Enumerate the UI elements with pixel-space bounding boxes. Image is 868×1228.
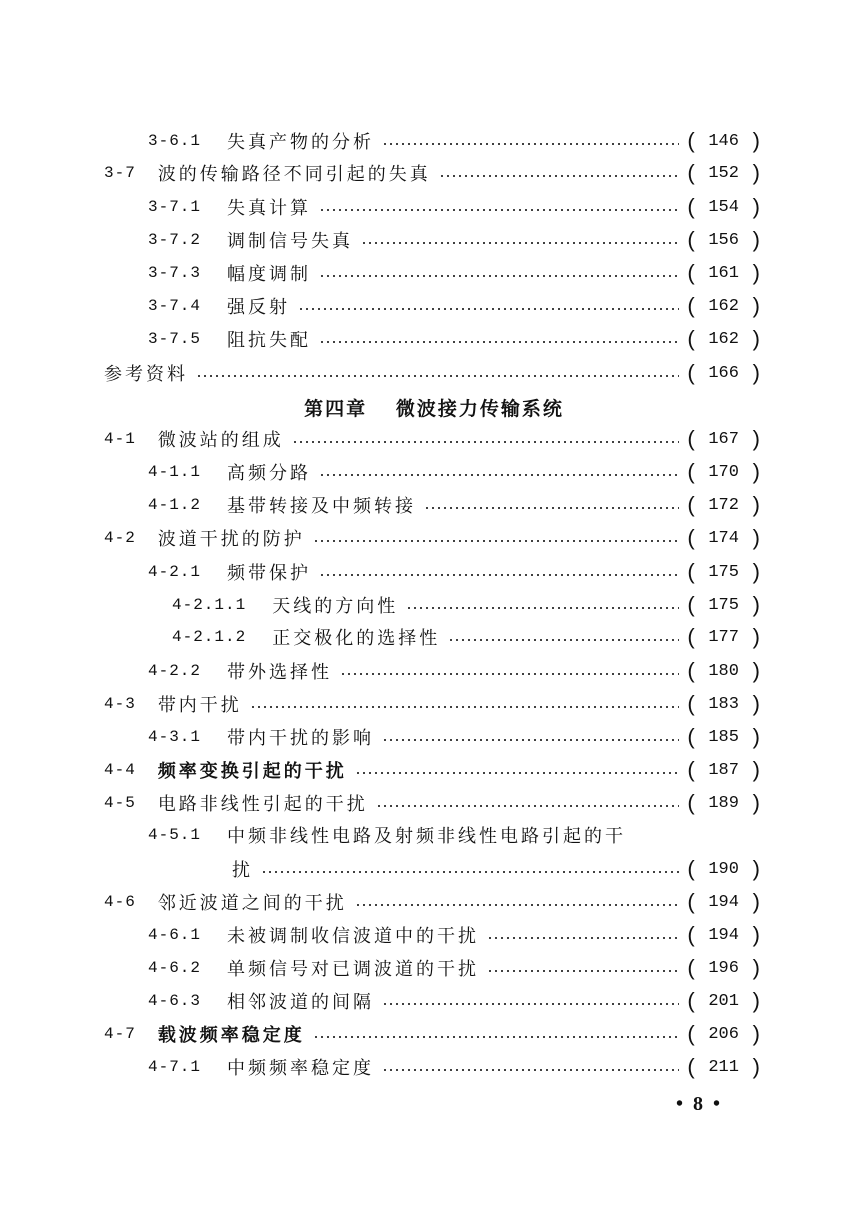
page-bracket-left: ( — [687, 658, 695, 683]
toc-entry — [172, 622, 760, 652]
toc-entry-page: 162 — [708, 329, 739, 349]
toc-entry-title: 波的传输路径不同引起的失真 — [157, 164, 431, 185]
toc-entry-page: 183 — [708, 694, 739, 714]
toc-entry-page: 152 — [708, 163, 739, 183]
page-bracket-right: ) — [752, 724, 760, 749]
leader-dots — [261, 871, 679, 873]
leader-dots — [292, 441, 680, 443]
toc-entry — [148, 656, 760, 686]
page-bracket-right: ) — [752, 757, 760, 782]
toc-entry — [104, 1019, 760, 1049]
page-bracket-right: ) — [752, 227, 760, 252]
toc-entry — [172, 590, 760, 620]
toc-entry-page: 196 — [708, 958, 739, 978]
page-bracket-left: ( — [687, 194, 695, 219]
toc-entry-title: 未被调制收信波道中的干扰 — [227, 926, 480, 947]
toc-entry — [148, 126, 760, 156]
page-bracket-right: ) — [752, 492, 760, 517]
toc-entry-page: 161 — [708, 263, 739, 283]
toc-entry-title: 高频分路 — [227, 463, 312, 484]
page-bracket-left: ( — [687, 592, 695, 617]
toc-entry-page: 177 — [708, 627, 739, 647]
toc-entry — [148, 557, 760, 587]
toc-entry-page: 175 — [708, 595, 739, 615]
toc-entry-title: 失真计算 — [227, 198, 312, 219]
page-bracket-left: ( — [687, 889, 695, 914]
leader-dots — [448, 639, 679, 641]
leader-dots — [313, 1036, 680, 1038]
toc-entry-page: 166 — [708, 363, 739, 383]
toc-entry-title: 中频非线性电路及射频非线性电路引起的干 — [227, 826, 627, 847]
leader-dots — [319, 574, 679, 576]
leader-dots — [340, 673, 679, 675]
toc-entry — [104, 887, 760, 917]
page-bracket-left: ( — [687, 227, 695, 252]
page-bracket-right: ) — [752, 955, 760, 980]
toc-entry-page: 146 — [708, 131, 739, 151]
toc-entry-number: 4-6.1 — [148, 926, 202, 944]
toc-entry-number: 4-2.1.1 — [172, 596, 247, 614]
page-bracket-right: ) — [752, 559, 760, 584]
page-bracket-right: ) — [752, 1021, 760, 1046]
page-bracket-right: ) — [752, 1054, 760, 1079]
leader-dots — [319, 474, 679, 476]
toc-entry-title: 频带保护 — [227, 563, 312, 584]
toc-entry-title: 强反射 — [227, 297, 291, 318]
toc-entry — [148, 920, 760, 950]
toc-entry-number: 4-6 — [104, 893, 136, 911]
page-bracket-right: ) — [752, 160, 760, 185]
page-bracket-left: ( — [687, 459, 695, 484]
toc-entry-title: 调制信号失真 — [227, 231, 354, 252]
toc-entry-page: 206 — [708, 1024, 739, 1044]
toc-entry-page: 189 — [708, 793, 739, 813]
page-bracket-right: ) — [752, 426, 760, 451]
toc-entry-title: 中频频率稳定度 — [227, 1058, 375, 1079]
toc-entry-title: 带外选择性 — [227, 662, 333, 683]
toc-entry — [148, 258, 760, 288]
page-bracket-left: ( — [687, 426, 695, 451]
page-bracket-left: ( — [687, 691, 695, 716]
toc-entry-page: 211 — [708, 1057, 739, 1077]
toc-entry-page: 180 — [708, 661, 739, 681]
toc-entry-number: 4-1 — [104, 430, 136, 448]
leader-dots — [382, 739, 679, 741]
page-bracket-left: ( — [687, 955, 695, 980]
page-bracket-left: ( — [687, 260, 695, 285]
toc-entry-title: 阻抗失配 — [227, 330, 312, 351]
toc-entry-page: 187 — [708, 760, 739, 780]
leader-dots — [382, 1069, 679, 1071]
toc-entry — [148, 324, 760, 354]
toc-entry-page: 175 — [708, 562, 739, 582]
toc-entry-number: 4-6.3 — [148, 992, 202, 1010]
leader-dots — [382, 1003, 679, 1005]
page-bracket-left: ( — [687, 360, 695, 385]
toc-entry-title: 电路非线性引起的干扰 — [157, 794, 368, 815]
toc-entry-title: 带内干扰的影响 — [227, 728, 375, 749]
toc-entry-number: 4-1.2 — [148, 496, 202, 514]
page-bracket-right: ) — [752, 624, 760, 649]
toc-entry-title: 幅度调制 — [227, 264, 312, 285]
toc-entry-title: 扰 — [232, 860, 253, 881]
page-bracket-right: ) — [752, 922, 760, 947]
toc-entry-title: 天线的方向性 — [272, 596, 399, 617]
toc-entry-title: 微波站的组成 — [157, 430, 284, 451]
leader-dots — [487, 937, 679, 939]
toc-entry — [148, 490, 760, 520]
page-bracket-right: ) — [752, 790, 760, 815]
leader-dots — [319, 275, 679, 277]
page-bracket-right: ) — [752, 856, 760, 881]
leader-dots — [298, 308, 679, 310]
toc-entry — [148, 986, 760, 1016]
page-bracket-left: ( — [687, 856, 695, 881]
page-bracket-right: ) — [752, 194, 760, 219]
leader-dots — [382, 143, 679, 145]
toc-entry-number: 3-7 — [104, 164, 136, 182]
page-bracket-right: ) — [752, 988, 760, 1013]
page-bracket-right: ) — [752, 128, 760, 153]
page-bracket-right: ) — [752, 592, 760, 617]
leader-dots — [424, 507, 679, 509]
page-bracket-left: ( — [687, 988, 695, 1013]
toc-entry-number: 4-3 — [104, 695, 136, 713]
toc-entry-number: 3-6.1 — [148, 132, 202, 150]
toc-entry-number: 4-2.1.2 — [172, 628, 247, 646]
toc-entry-title: 失真产物的分析 — [227, 132, 375, 153]
page-bracket-right: ) — [752, 459, 760, 484]
leader-dots — [439, 175, 680, 177]
page-bracket-right: ) — [752, 326, 760, 351]
page-bracket-left: ( — [687, 128, 695, 153]
toc-entry-title: 载波频率稳定度 — [157, 1025, 305, 1046]
toc-entry — [104, 755, 760, 785]
toc-entry-title: 带内干扰 — [157, 695, 242, 716]
page-bracket-left: ( — [687, 326, 695, 351]
page-bracket-right: ) — [752, 889, 760, 914]
toc-entry — [148, 225, 760, 255]
toc-entry-title: 波道干扰的防护 — [157, 529, 305, 550]
toc-entry-page: 167 — [708, 429, 739, 449]
toc-entry-page: 201 — [708, 991, 739, 1011]
leader-dots — [487, 970, 679, 972]
toc-entry-number: 4-4 — [104, 761, 136, 779]
toc-entry-number: 4-7 — [104, 1025, 136, 1043]
toc-entry-page: 185 — [708, 727, 739, 747]
toc-entry — [148, 192, 760, 222]
leader-dots — [319, 209, 679, 211]
toc-entry-page: 156 — [708, 230, 739, 250]
page-bracket-right: ) — [752, 658, 760, 683]
toc-entry-page: 194 — [708, 892, 739, 912]
toc-entry — [104, 689, 760, 719]
page-number-value: 8 — [693, 1093, 714, 1115]
page-bracket-left: ( — [687, 724, 695, 749]
page-bracket-left: ( — [687, 757, 695, 782]
toc-entry-number: 3-7.5 — [148, 330, 202, 348]
page-number: •8• — [676, 1093, 731, 1115]
page-bracket-left: ( — [687, 293, 695, 318]
leader-dots — [355, 904, 680, 906]
page-bracket-left: ( — [687, 160, 695, 185]
toc-entry-page: 170 — [708, 462, 739, 482]
page-bracket-left: ( — [687, 525, 695, 550]
page-bracket-left: ( — [687, 492, 695, 517]
toc-entry — [232, 854, 760, 884]
toc-entry-title: 邻近波道之间的干扰 — [157, 893, 347, 914]
toc-entry-number: 4-6.2 — [148, 959, 202, 977]
chapter-title: 微波接力传输系统 — [395, 398, 564, 420]
leader-dots — [406, 607, 679, 609]
toc-entry-number: 4-2 — [104, 529, 136, 547]
leader-dots — [313, 540, 680, 542]
toc-entry — [104, 523, 760, 553]
toc-entry-page: 154 — [708, 197, 739, 217]
leader-dots — [361, 242, 679, 244]
toc-entry — [148, 291, 760, 321]
toc-entry — [148, 1052, 760, 1082]
toc-entry-page: 162 — [708, 296, 739, 316]
leader-dots — [376, 805, 680, 807]
page-bracket-left: ( — [687, 559, 695, 584]
leader-dots — [250, 706, 680, 708]
toc-entry-title: 频率变换引起的干扰 — [157, 761, 347, 782]
toc-entry-number: 4-1.1 — [148, 463, 202, 481]
page-bracket-right: ) — [752, 691, 760, 716]
toc-entry-title: 正交极化的选择性 — [272, 628, 441, 649]
toc-entry — [104, 424, 760, 454]
toc-entry-number: 4-2.1 — [148, 563, 202, 581]
toc-entry-number: 4-7.1 — [148, 1058, 202, 1076]
toc-entry-page: 174 — [708, 528, 739, 548]
page-bracket-left: ( — [687, 624, 695, 649]
toc-entry-title: 相邻波道的间隔 — [227, 992, 375, 1013]
leader-dots — [319, 341, 679, 343]
toc-entry-number: 4-5 — [104, 794, 136, 812]
leader-dots — [196, 375, 679, 377]
toc-entry-page: 172 — [708, 495, 739, 515]
page-bracket-left: ( — [687, 790, 695, 815]
toc-entry-page: 190 — [708, 859, 739, 879]
toc-entry — [148, 953, 760, 983]
page-bracket-right: ) — [752, 525, 760, 550]
toc-entry-number: 3-7.4 — [148, 297, 202, 315]
toc-entry-title: 基带转接及中频转接 — [227, 496, 417, 517]
toc-entry — [104, 358, 760, 388]
toc-entry-page: 194 — [708, 925, 739, 945]
page-bracket-left: ( — [687, 1054, 695, 1079]
chapter-heading — [0, 394, 868, 421]
page-bracket-left: ( — [687, 1021, 695, 1046]
toc-entry — [104, 788, 760, 818]
page-bracket-left: ( — [687, 922, 695, 947]
toc-entry-number: 3-7.2 — [148, 231, 202, 249]
toc-entry-number: 3-7.3 — [148, 264, 202, 282]
chapter-label: 第四章 — [304, 398, 368, 420]
leader-dots — [355, 772, 680, 774]
toc-entry-number: 4-5.1 — [148, 826, 202, 844]
toc-entry-title: 单频信号对已调波道的干扰 — [227, 959, 480, 980]
toc-entry-number: 4-3.1 — [148, 728, 202, 746]
page-bracket-right: ) — [752, 293, 760, 318]
toc-entry — [148, 820, 760, 850]
toc-entry — [148, 722, 760, 752]
toc-entry-title: 参考资料 — [104, 364, 188, 385]
toc-entry-number: 4-2.2 — [148, 662, 202, 680]
page-bracket-right: ) — [752, 360, 760, 385]
toc-entry — [104, 158, 760, 188]
page-bracket-right: ) — [752, 260, 760, 285]
toc-entry-number: 3-7.1 — [148, 198, 202, 216]
toc-entry — [148, 457, 760, 487]
